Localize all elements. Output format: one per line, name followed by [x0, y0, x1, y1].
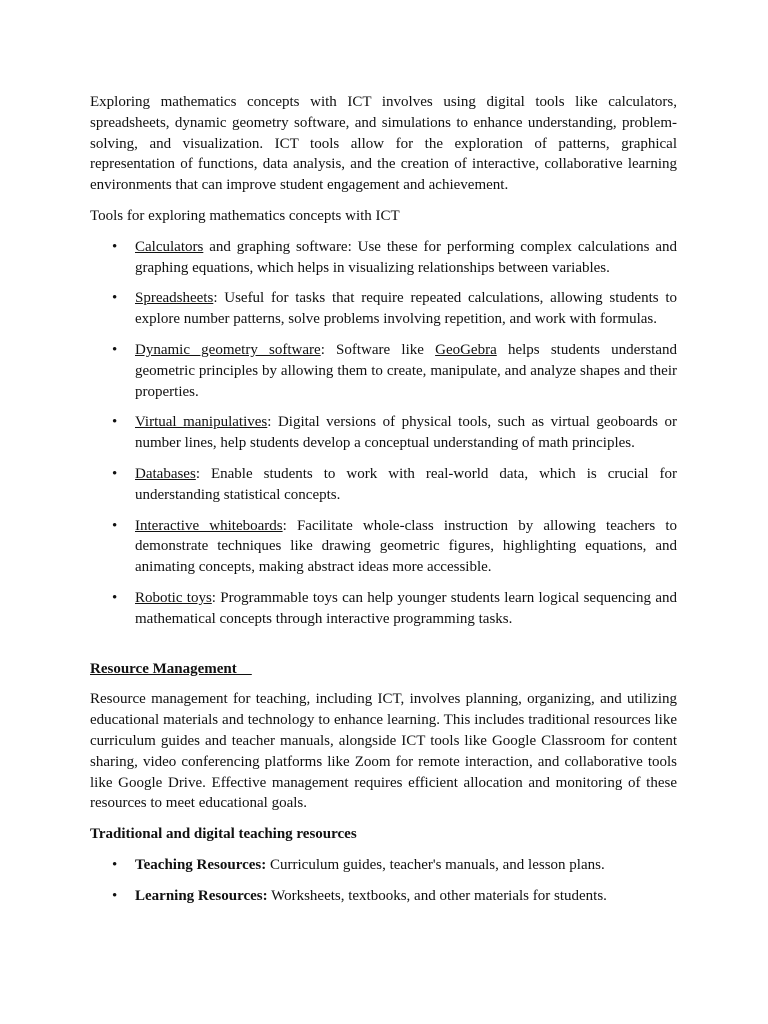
list-item-learning-resources	[90, 886, 677, 907]
bullet-icon: •	[112, 856, 118, 873]
intro-paragraph: Exploring mathematics concepts with ICT involves using digital tools like calculators, spreadsheets, dynamic geometry software, and simulations to enhance understanding, problem-solving, and visualization. ICT tools allow for the exploration of patterns, graphical representation of functions, data analysis, and the creation of interactive, collaborative learning environments that can improve student engagement and achievement.	[90, 94, 677, 194]
bullet-icon: •	[112, 517, 118, 534]
resources-list	[90, 855, 677, 907]
resource-management-paragraph: Resource management for teaching, including ICT, involves planning, organizing, and utilizing educational materials and technology to enhance learning. This includes traditional resources like curriculum guides and teacher manuals, alongside ICT tools like Google Classroom for content sharing, video conferencing platforms like Zoom for remote interaction, and collaborative tools like Google Drive. Effective management requires efficient allocation and monitoring of these resources to meet educational goals.	[90, 691, 677, 812]
bullet-icon: •	[112, 238, 118, 255]
item-text: : Facilitate whole-class instruction by allowing teachers to demonstrate techniques like drawing geometric figures, highlighting equations, and animating concepts, making abstract ideas more accessible.	[135, 517, 677, 576]
resource-management-heading: Resource Management	[90, 660, 252, 677]
bullet-icon: •	[112, 414, 118, 431]
item-text: helps students understand geometric principles by allowing them to create, manipulate, and analyze shapes and their properties.	[135, 341, 677, 400]
list-item-databases	[90, 464, 677, 506]
term-link[interactable]: Databases	[135, 465, 196, 482]
term-link[interactable]: Dynamic geometry software	[135, 341, 321, 358]
term-link[interactable]: Interactive whiteboards	[135, 517, 283, 534]
tools-list	[90, 237, 677, 630]
traditional-digital-heading: Traditional and digital teaching resources	[90, 826, 357, 843]
list-item-teaching-resources	[90, 855, 677, 876]
list-item-dynamic-geometry	[90, 340, 677, 402]
term-link[interactable]: Robotic toys	[135, 589, 212, 606]
term-link[interactable]: Calculators	[135, 238, 204, 255]
bullet-icon: •	[112, 465, 118, 482]
term-link[interactable]: Virtual manipulatives	[135, 414, 268, 431]
item-text: and graphing software: Use these for performing complex calculations and graphing equations, which helps in visualizing relationships between variables.	[135, 238, 677, 276]
item-text: : Software like	[320, 341, 436, 358]
tools-heading: Tools for exploring mathematics concepts with ICT	[90, 207, 400, 224]
item-label: Learning Resources:	[135, 887, 268, 904]
item-text: : Programmable toys can help younger students learn logical sequencing and mathematical concepts through interactive programming tasks.	[135, 589, 677, 627]
bullet-icon: •	[112, 290, 118, 307]
bullet-icon: •	[112, 341, 118, 358]
item-text: : Useful for tasks that require repeated calculations, allowing students to explore number patterns, solve problems involving repetition, and work with formulas.	[135, 290, 677, 328]
item-text: : Enable students to work with real-world data, which is crucial for understanding statistical concepts.	[135, 465, 677, 503]
item-label: Teaching Resources:	[135, 856, 267, 873]
list-item-calculators	[90, 237, 677, 279]
bullet-icon: •	[112, 589, 118, 606]
list-item-interactive-whiteboards	[90, 516, 677, 578]
geogebra-link[interactable]: GeoGebra	[435, 341, 497, 358]
item-text: Worksheets, textbooks, and other materials for students.	[267, 887, 607, 904]
list-item-spreadsheets	[90, 288, 677, 330]
bullet-icon: •	[112, 887, 118, 904]
term-link[interactable]: Spreadsheets	[135, 290, 214, 307]
list-item-virtual-manipulatives	[90, 412, 677, 454]
item-text: Curriculum guides, teacher's manuals, and lesson plans.	[266, 856, 605, 873]
list-item-robotic-toys	[90, 588, 677, 630]
item-text: : Digital versions of physical tools, such as virtual geoboards or number lines, help students develop a conceptual understanding of math principles.	[135, 414, 677, 452]
